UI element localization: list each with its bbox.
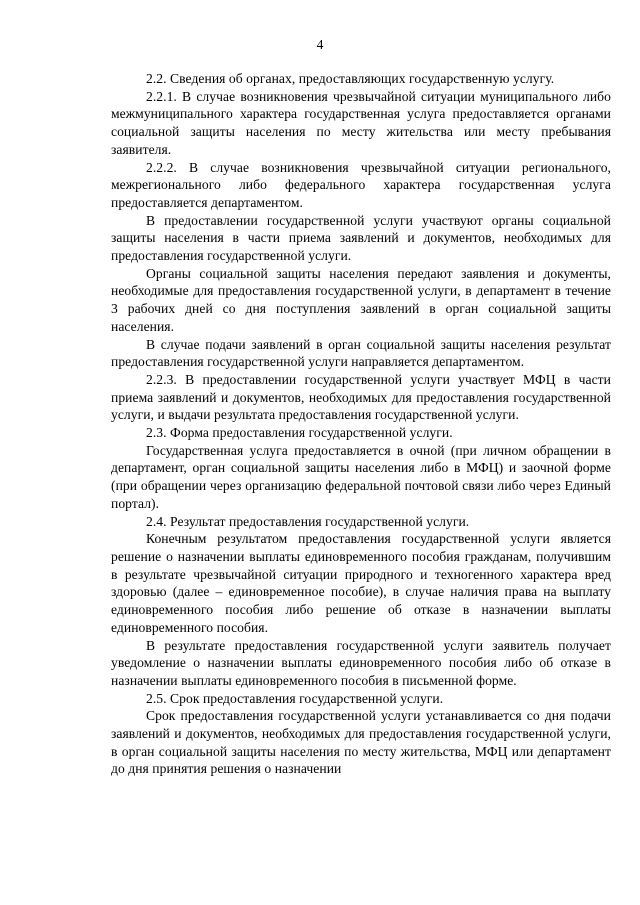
paragraph-notification: В результате предоставления государственной услуги заявитель получает уведомление о назначении выплаты единовременного пособия либо об отказе в назначении выплаты единовременного пособия в письменной форме. [111, 637, 611, 688]
paragraph-2-2-3: 2.2.3. В предоставлении государственной услуги участвует МФЦ в части приема заявлений и документов, необходимых для предоставления государственной услуги, и выдачи результата предоставления государственной услуги. [111, 371, 611, 423]
section-heading-2-3: 2.3. Форма предоставления государственной услуги. [146, 425, 453, 441]
section-heading-2-5: 2.5. Срок предоставления государственной услуги. [146, 690, 444, 706]
section-heading-2-2: 2.2. Сведения об органах, предоставляющих государственную услугу. [146, 71, 555, 86]
paragraph-participation: В предоставлении государственной услуги участвуют органы социальной защиты населения в части приема заявлений и документов, необходимых для предоставления государственной услуги. [111, 212, 611, 264]
paragraph-final-result: Конечным результатом предоставления государственной услуги является решение о назначении выплаты единовременного пособия гражданам, получившим в результате чрезвычайной ситуации природного и техногенного характера вред здоровью (далее – единовременное пособие), в случае наличия права на выплату единовременного пособия либо решение об отказе в назначении выплаты единовременного пособия. [111, 531, 611, 635]
paragraph-result-direction: В случае подачи заявлений в орган социальной защиты населения результат предоставления государственной услуги направляется департаментом. [111, 336, 611, 370]
paragraph-2-2-2: 2.2.2. В случае возникновения чрезвычайной ситуации регионального, межрегионального либо федерального характера государственная услуга предоставляется департаментом. [111, 159, 611, 210]
paragraph-service-form: Государственная услуга предоставляется в очной (при личном обращении в департамент, орган социальной защиты населения либо в МФЦ) и заочной форме (при обращении через организацию федеральной почтовой связи либо через Единый портал). [111, 442, 611, 511]
section-heading-2-4: 2.4. Результат предоставления государственной услуги. [146, 513, 470, 529]
document-body [111, 70, 611, 778]
page-number: 4 [316, 37, 324, 52]
paragraph-2-2-1: 2.2.1. В случае возникновения чрезвычайной ситуации муниципального либо межмуниципального характера государственная услуга предоставляется органами социальной защиты населения по месту жительства или месту пребывания заявителя. [111, 88, 611, 157]
paragraph-transfer: Органы социальной защиты населения передают заявления и документы, необходимые для предоставления государственной услуги, в департамент в течение 3 рабочих дней со дня поступления заявлений в орган социальной защиты населения. [111, 265, 611, 334]
paragraph-term: Срок предоставления государственной услуги устанавливается со дня подачи заявлений и документов, необходимых для предоставления государственной услуги, в орган социальной защиты населения по месту жительства, МФЦ или департамент до дня принятия решения о назначении [111, 708, 611, 777]
